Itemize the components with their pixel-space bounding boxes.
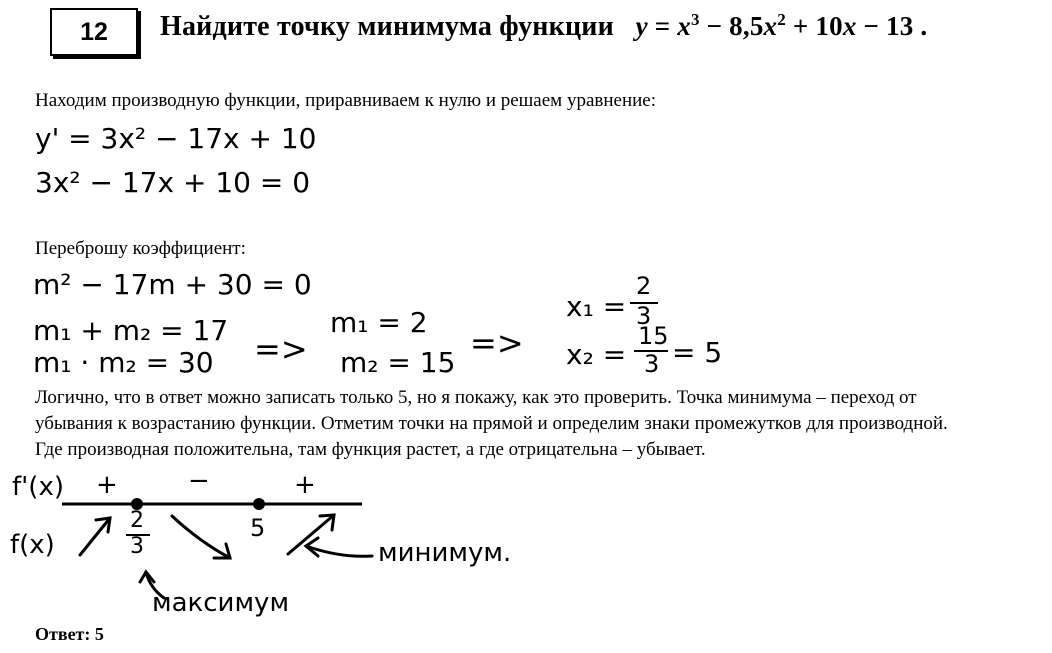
- x2-label-handwritten: x₂ =: [566, 338, 627, 371]
- m-equation-handwritten: m² − 17m + 30 = 0: [33, 268, 312, 301]
- sign-minus: −: [188, 466, 210, 496]
- task-statement: [160, 10, 927, 43]
- vieta-sum-handwritten: m₁ + m₂ = 17: [33, 314, 229, 347]
- transfer-text: Переброшу коэффициент:: [35, 238, 246, 259]
- x1-label-handwritten: x₁ =: [566, 290, 627, 323]
- task-number-box: [50, 8, 138, 56]
- m1-handwritten: m₁ = 2: [330, 306, 428, 339]
- intro-text: Находим производную функции, приравниваем к нулю и решаем уравнение:: [35, 90, 656, 111]
- task-formula: $y = x^3 - 8,5x^2 + 10x - 13$ .: [635, 10, 928, 41]
- x2-numerator: 15: [638, 322, 669, 350]
- decreasing-arrow: [172, 516, 230, 558]
- task-number: 12: [80, 17, 108, 46]
- m2-handwritten: m₂ = 15: [340, 346, 456, 379]
- x2-denominator: 3: [644, 350, 660, 378]
- derivative-handwritten: y' = 3x² − 17x + 10: [35, 122, 317, 155]
- maximum-label: максимум: [152, 588, 290, 618]
- x1-numerator: 2: [636, 272, 652, 300]
- point-label-denominator: 3: [130, 534, 144, 559]
- equation-handwritten: 3x² − 17x + 10 = 0: [35, 166, 311, 199]
- implies-arrow-2: =>: [470, 324, 524, 362]
- explanation-line-3: Где производная положительна, там функция растет, а где отрицательна – убывает.: [35, 439, 706, 460]
- explanation-line-2: убывания к возрастанию функции. Отметим точки на прямой и определим знаки промежутков для производной.: [35, 413, 948, 434]
- explanation-line-1: Логично, что в ответ можно записать только 5, но я покажу, как это проверить. Точка минимума – переход от: [35, 387, 917, 408]
- fprime-label: f'(x): [12, 472, 64, 502]
- fx-label: f(x): [10, 530, 55, 560]
- vieta-product-handwritten: m₁ · m₂ = 30: [33, 346, 214, 379]
- minimum-pointer-arrow: [306, 538, 372, 556]
- minimum-label: минимум.: [378, 538, 512, 568]
- point-label-five: 5: [250, 514, 266, 542]
- sign-plus-right: +: [294, 470, 316, 500]
- x1-denominator: 3: [636, 302, 652, 330]
- point-label-numerator: 2: [130, 508, 144, 533]
- sign-plus-left: +: [96, 470, 118, 500]
- task-header: [0, 0, 1052, 70]
- increasing-arrow-1: [80, 518, 110, 555]
- implies-arrow-1: =>: [254, 330, 308, 368]
- task-text: Найдите точку минимума функции: [160, 11, 614, 42]
- x2-result: = 5: [672, 336, 723, 369]
- point-five: [253, 498, 265, 510]
- answer-text: Ответ: 5: [35, 624, 104, 644]
